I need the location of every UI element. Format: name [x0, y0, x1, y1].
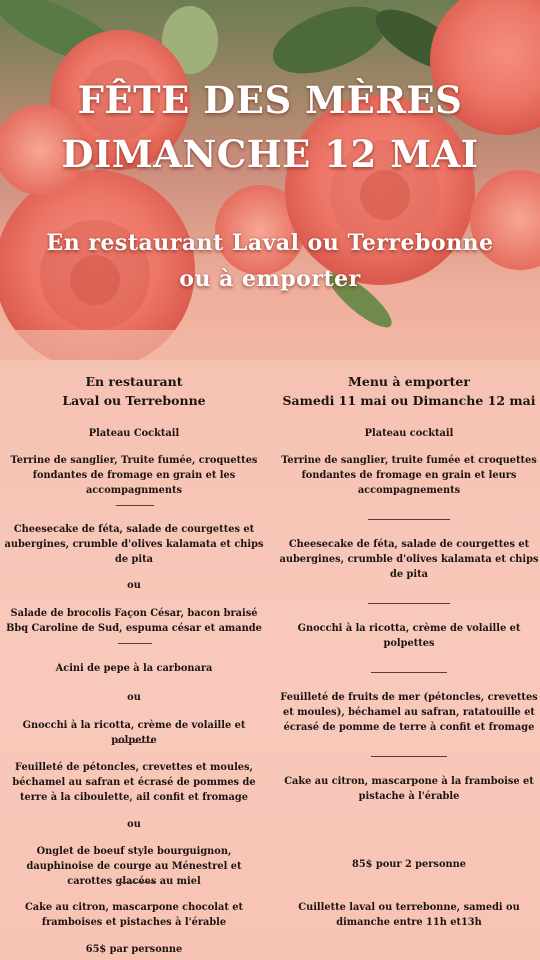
restaurant-subheading: Laval ou Terrebonne	[62, 393, 206, 408]
menu-item: Gnocchi à la ricotta, crème de volaille et polpettes	[297, 623, 521, 649]
divider	[116, 742, 154, 743]
takeout-heading: Menu à emporter	[348, 374, 470, 389]
menu-item: Feuilleté de fruits de mer (pétoncles, crevettes et moules), béchamel au safran, ratatouille et écrasé de pomme de terre à confit et fromage	[280, 692, 538, 733]
divider	[368, 603, 450, 604]
menu-item: ou	[127, 580, 141, 591]
menu-item: Cake au citron, mascarpone chocolat et framboises et pistaches à l'érable	[24, 902, 244, 928]
menu-item: ou	[127, 819, 141, 830]
menu-item: Gnocchi à la ricotta, crème de volaille et polpette	[22, 720, 246, 746]
title-date: DIMANCHE 12 MAI	[61, 132, 479, 176]
menu-item: Feuilleté de pétoncles, crevettes et moules, béchamel au safran et écrasé de pommes de terre à la ciboulette, ail confit et fromage	[12, 762, 256, 803]
subtitle-location: En restaurant Laval ou Terrebonne	[46, 230, 494, 256]
title-fete-des-meres: FÊTE DES MÈRES	[77, 78, 463, 122]
takeout-menu-column	[278, 372, 540, 960]
roses-image	[0, 0, 540, 360]
menu-item: Salade de brocolis Façon César, bacon braisé Bbq Caroline de Sud, espuma césar et amande	[6, 608, 262, 634]
restaurant-menu-column	[3, 372, 265, 960]
menu-item: Plateau Cocktail	[88, 428, 180, 439]
divider	[116, 505, 154, 506]
price-per-person: 65$ par personne	[85, 944, 183, 955]
divider	[371, 672, 447, 673]
menu-item: Onglet de boeuf style bourguignon, dauphinoise de courge au Ménestrel et carottes glacées au miel	[26, 846, 242, 887]
menu-item: Plateau cocktail	[364, 428, 454, 439]
menu-item: Cake au citron, mascarpone à la framboise et pistache à l'érable	[284, 776, 534, 802]
divider	[368, 519, 450, 520]
roses-illustration	[0, 0, 540, 360]
menu-item: Cheesecake de féta, salade de courgettes et aubergines, crumble d'olives kalamata et chips de pita	[279, 539, 539, 580]
restaurant-heading: En restaurant	[85, 374, 183, 389]
takeout-price: 85$ pour 2 personne	[352, 859, 466, 870]
divider	[371, 756, 447, 757]
menu-item: Cheesecake de féta, salade de courgettes et aubergines, crumble d'olives kalamata et chips de pita	[4, 524, 264, 565]
divider	[116, 882, 154, 883]
divider	[118, 643, 152, 644]
subtitle-takeout: ou à emporter	[179, 266, 361, 292]
pickup-info: Cuillette laval ou terrebonne, samedi ou dimanche entre 11h et13h	[298, 902, 520, 928]
menu-item: Terrine de sanglier, truite fumée et croquettes fondantes de fromage en grain et leurs accompagnements	[281, 455, 537, 496]
takeout-subheading: Samedi 11 mai ou Dimanche 12 mai	[282, 393, 536, 408]
menu-item: ou	[127, 692, 141, 703]
menu-item: Terrine de sanglier, Truite fumée, croquettes fondantes de fromage en grain et les accompagnments	[10, 455, 258, 496]
menu-item: Acini de pepe à la carbonara	[55, 663, 213, 674]
